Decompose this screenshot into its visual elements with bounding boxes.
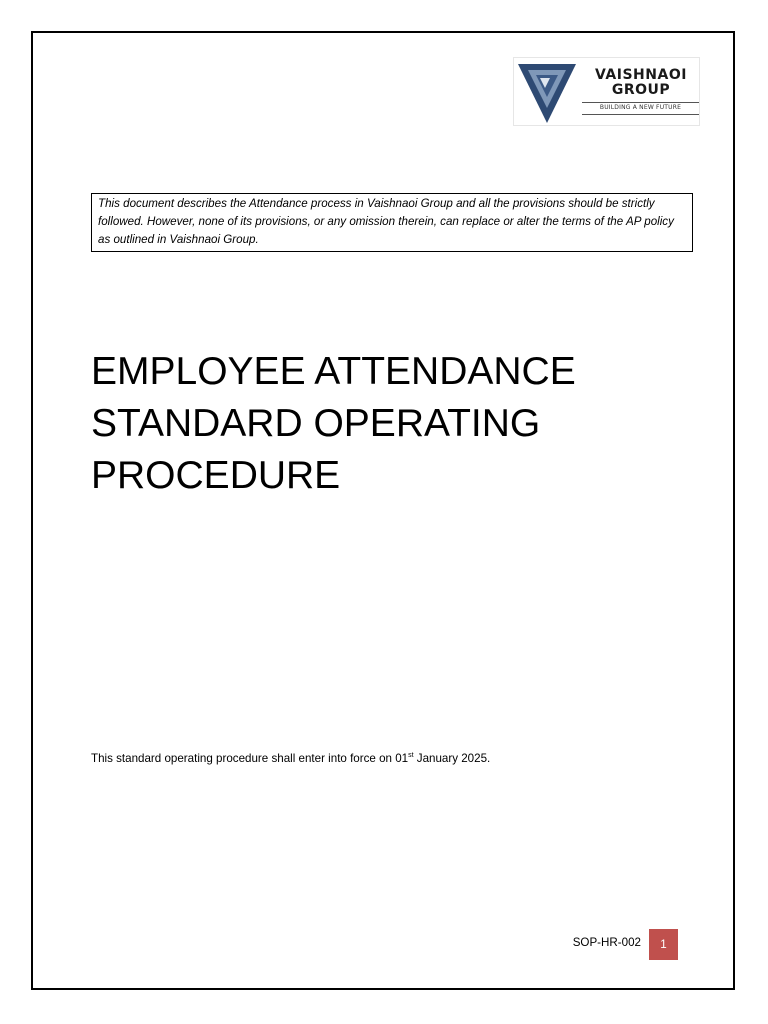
- company-logo: [513, 57, 700, 126]
- effective-prefix: This standard operating procedure shall enter into force on 01: [91, 752, 409, 765]
- effective-date-statement: [91, 751, 691, 767]
- page-number-badge: 1: [649, 929, 678, 960]
- logo-name-line2: GROUP: [611, 82, 671, 98]
- logo-name-line1: VAISHNAOI: [595, 67, 687, 83]
- title-line-2: STANDARD OPERATING: [91, 402, 541, 445]
- logo-rule-top: [582, 102, 699, 103]
- logo-wordmark: [582, 68, 700, 98]
- vaishnaoi-logo-icon: [517, 62, 577, 124]
- title-line-1: EMPLOYEE ATTENDANCE: [91, 350, 576, 393]
- title-line-3: PROCEDURE: [91, 454, 341, 497]
- logo-tagline: BUILDING A NEW FUTURE: [599, 104, 682, 111]
- document-code: SOP-HR-002: [572, 936, 641, 949]
- effective-ordinal: st: [408, 752, 414, 759]
- effective-suffix: January 2025.: [413, 752, 491, 765]
- page-title: [91, 346, 711, 502]
- disclaimer-box: This document describes the Attendance process in Vaishnaoi Group and all the provisions should be strictly followed. However, none of its provisions, or any omission therein, can replace or alter the terms of the AP policy as outlined in Vaishnaoi Group.: [91, 193, 693, 252]
- logo-rule-bottom: [582, 114, 699, 115]
- page-frame: [31, 31, 735, 990]
